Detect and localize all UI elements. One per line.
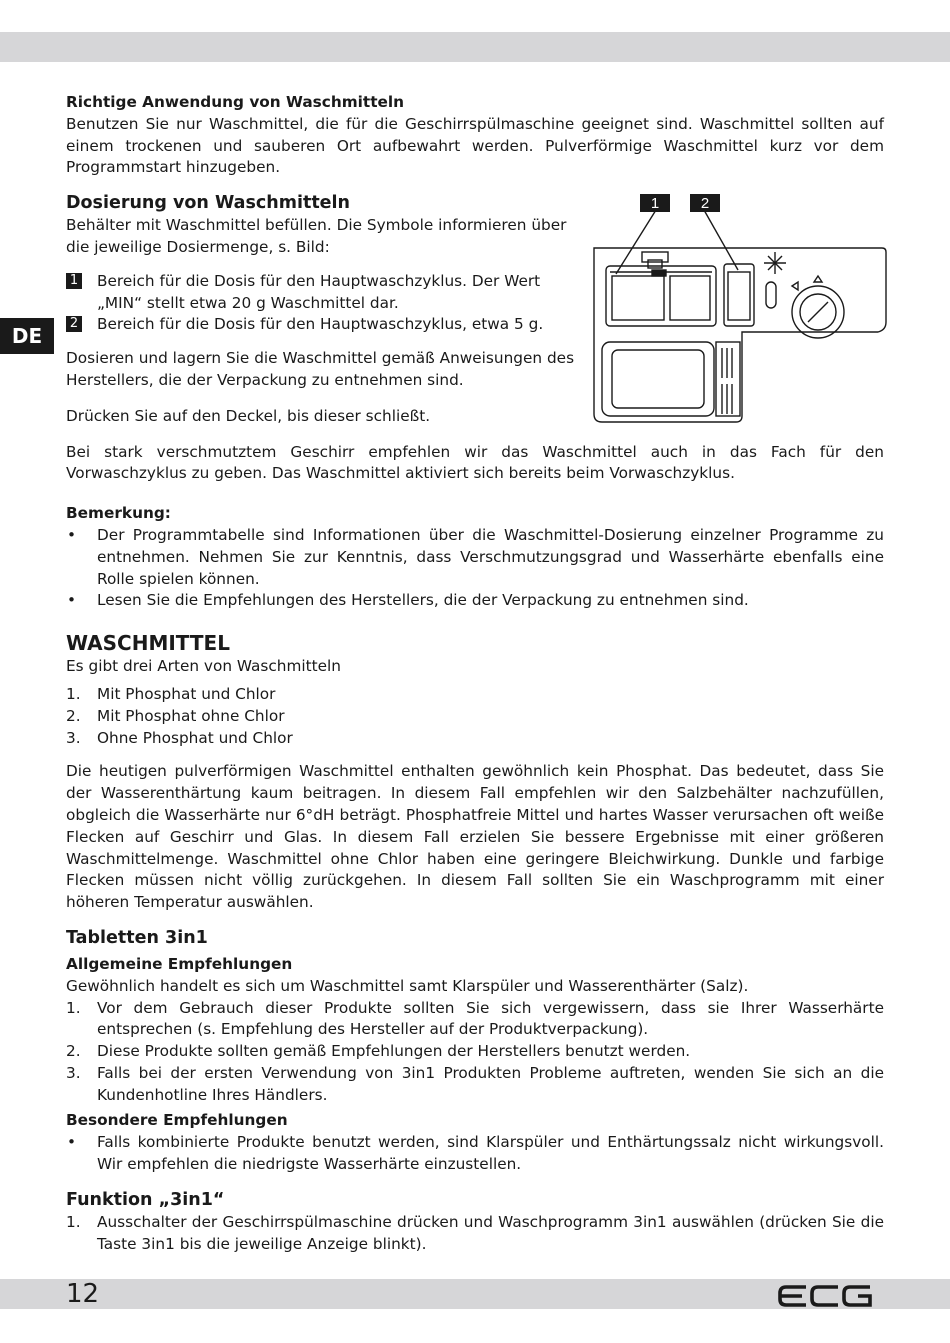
bullet-icon: • [67, 591, 77, 610]
marker-box-2: 2 [66, 316, 82, 332]
usage-text: Benutzen Sie nur Waschmittel, die für die Geschirrspülmaschine geeignet sind. Waschmittel sollten auf einem trockenen und sauberen Ort aufbewahrt werden. Pulverförmige Waschmittel kurz vor dem Programmstart hinzugeben. [66, 114, 884, 177]
detergents-intro: Es gibt drei Arten von Waschmitteln [66, 657, 342, 676]
detergent-dispenser-illustration [592, 192, 888, 424]
remark-list [66, 525, 884, 612]
list-item-text: Vor dem Gebrauch dieser Produkte sollten Sie sich vergewissern, dass sie Ihrer Wasserhärte entsprechen (s. Empfehlung des Hersteller auf der Produktverpackung). [97, 998, 884, 1039]
function-list [66, 1212, 884, 1256]
dosing-item-1 [66, 271, 586, 315]
dosing-item-2 [66, 314, 586, 336]
list-item [66, 1063, 884, 1107]
list-number: 2. [66, 706, 81, 725]
subsection-title-general: Allgemeine Empfehlungen [66, 954, 293, 973]
dosing-intro: Behälter mit Waschmittel befüllen. Die Symbole informieren über die jeweilige Dosiermenge, s. Bild: [66, 216, 567, 256]
list-number: 1. [66, 998, 81, 1017]
list-item [66, 525, 884, 590]
list-item-text: Falls kombinierte Produkte benutzt werden, sind Klarspüler und Enthärtungssalz nicht wirkungsvoll. Wir empfehlen die niedrigste Wasserhärte einzustellen. [97, 1133, 884, 1174]
section-title-tablets: Tabletten 3in1 [66, 927, 208, 948]
dosing-list [66, 271, 586, 336]
list-item [66, 998, 884, 1042]
list-item-text: Mit Phosphat ohne Chlor [97, 706, 285, 725]
list-item [66, 728, 884, 750]
list-item [66, 1212, 884, 1256]
page-number: 12 [66, 1279, 100, 1309]
list-item [66, 590, 884, 612]
dosing-section [66, 191, 586, 427]
list-item [66, 706, 884, 728]
list-item [66, 1132, 884, 1176]
section-title-dosing: Dosierung von Waschmitteln [66, 193, 351, 214]
section-title-detergents: WASCHMITTEL [66, 631, 230, 656]
marker-box-1: 1 [66, 273, 82, 289]
detergents-para: Die heutigen pulverförmigen Waschmittel enthalten gewöhnlich kein Phosphat. Das bedeutet, dass Sie der Wasserenthärtung kaum beitragen. In diesem Fall empfehlen wir den Salzbehälter nachzufüllen, obgleich die Wasserhärte nur 6°dH beträgt. Phosphatfreie Mittel und hartes Wasser verursachen oft weiße Flecken auf Geschirr und Glas. In diesem Fall erzielen Sie bessere Ergebnisse mit einer größeren Waschmittelmenge. Waschmittel ohne Chlor haben eine geringere Bleichwirkung. Dunkle und farbige Flecken müssen nicht völlig zurückgehen. In diesem Fall sollten Sie ein Waschprogramm mit einer höheren Temperatur auswählen. [66, 762, 884, 912]
dosing-item-text: Bereich für die Dosis für den Hauptwaschzyklus. Der Wert „MIN“ stellt etwa 20 g Waschmittel dar. [97, 271, 541, 312]
list-item-text: Ohne Phosphat und Chlor [97, 728, 293, 747]
list-item-text: Ausschalter der Geschirrspülmaschine drücken und Waschprogramm 3in1 auswählen (drücken Sie die Taste 3in1 bis die jeweilige Anzeige blinkt). [97, 1212, 884, 1253]
special-list [66, 1132, 884, 1176]
ecg-logo-icon [778, 1284, 874, 1308]
header-bar [0, 32, 950, 62]
bullet-icon: • [67, 1133, 77, 1152]
section-title-function: Funktion „3in1“ [66, 1189, 225, 1210]
dosing-para-1: Dosieren und lagern Sie die Waschmittel gemäß Anweisungen des Herstellers, die der Verpackung zu entnehmen sind. [66, 349, 575, 389]
dosing-item-text: Bereich für die Dosis für den Hauptwaschzyklus, etwa 5 g. [97, 315, 544, 334]
list-number: 1. [66, 684, 81, 703]
list-number: 3. [66, 1063, 81, 1082]
language-tab: DE [0, 318, 54, 354]
dosing-para-3: Bei stark verschmutztem Geschirr empfehlen wir das Waschmittel auch in das Fach für den Vorwaschzyklus zu geben. Das Waschmittel aktiviert sich bereits beim Vorwaschzyklus. [66, 442, 884, 483]
subsection-title-special: Besondere Empfehlungen [66, 1111, 288, 1130]
tablets-intro: Gewöhnlich handelt es sich um Waschmittel samt Klarspüler und Wasserenthärter (Salz). [66, 976, 749, 995]
list-item-text: Mit Phosphat und Chlor [97, 684, 276, 703]
list-number: 2. [66, 1042, 81, 1061]
detergent-types-list [66, 684, 884, 749]
list-item-text: Lesen Sie die Empfehlungen des Herstellers, die der Verpackung zu entnehmen sind. [97, 591, 749, 610]
section-title-usage: Richtige Anwendung von Waschmitteln [66, 93, 405, 111]
tablets-list [66, 998, 884, 1107]
list-number: 3. [66, 728, 81, 747]
list-item [66, 684, 884, 706]
list-item [66, 1041, 884, 1063]
figure-label-2: 2 [700, 195, 710, 212]
section-title-remark: Bemerkung: [66, 504, 171, 523]
bullet-icon: • [67, 525, 77, 544]
list-item-text: Diese Produkte sollten gemäß Empfehlungen der Herstellers benutzt werden. [97, 1042, 691, 1061]
dosing-para-2: Drücken Sie auf den Deckel, bis dieser schließt. [66, 406, 431, 425]
list-item-text: Der Programmtabelle sind Informationen über die Waschmittel-Dosierung einzelner Programme zu entnehmen. Nehmen Sie zur Kenntnis, dass Verschmutzungsgrad und Wasserhärte ebenfalls eine Rolle spielen können. [97, 525, 884, 588]
list-item-text: Falls bei der ersten Verwendung von 3in1 Produkten Probleme auftreten, wenden Sie sich an die Kundenhotline Ihres Händlers. [97, 1063, 884, 1104]
figure-label-1: 1 [650, 195, 660, 212]
list-number: 1. [66, 1212, 81, 1231]
